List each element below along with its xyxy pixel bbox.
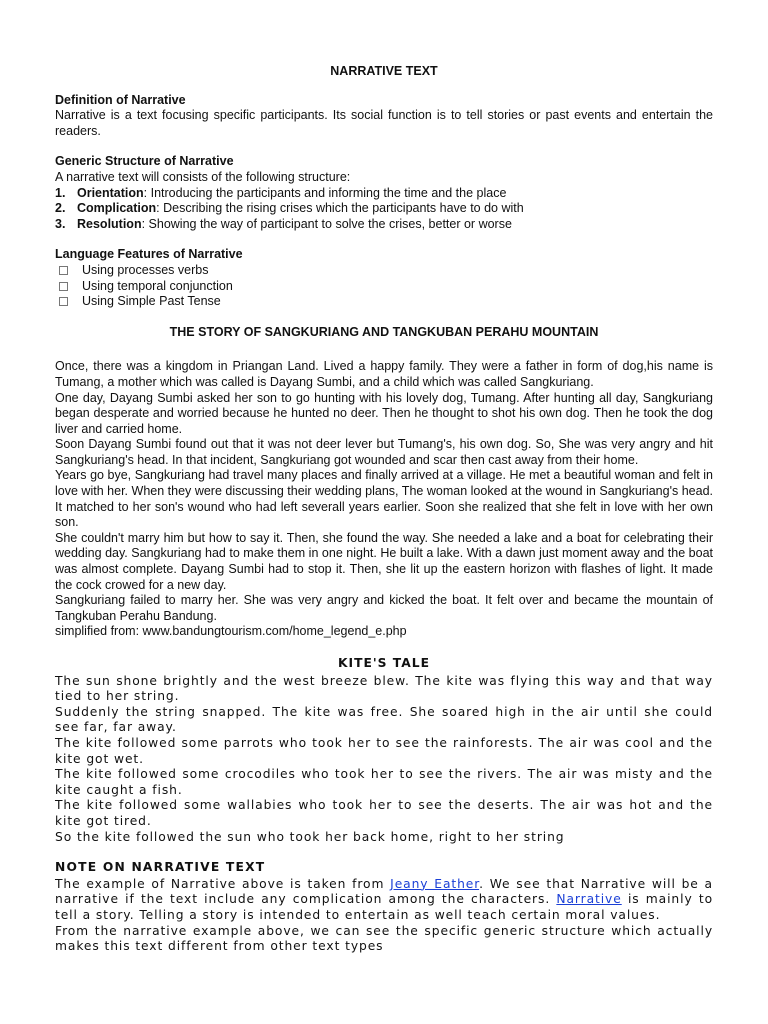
language-item-text: Using processes verbs (82, 262, 209, 277)
narrative-link[interactable]: Narrative (556, 892, 622, 907)
story-paragraph: She couldn't marry him but how to say it. Then, she found the way. She needed a lake and a boat for celebrating their wedding day. Sangkuriang had to make them in one night. He built a lake. With a dawn just moment away and the boat was almost complete. Dayang Sumbi had to stop it. Then, she lit up the eastern horizon with flashes of light. It made the cock crowed for a new day. (55, 530, 713, 592)
story-paragraph: Sangkuriang failed to marry her. She was very angry and kicked the boat. It felt over and became the mountain of Tangkuban Perahu Bandung. (55, 593, 713, 623)
item-term: Resolution (77, 216, 142, 231)
definition-text: Narrative is a text focusing specific participants. Its social function is to tell stories or past events and entertain the readers. (55, 108, 713, 138)
structure-item (55, 201, 713, 217)
document-title: NARRATIVE TEXT (330, 64, 438, 78)
square-bullet-icon (59, 266, 68, 275)
item-term: Orientation (77, 185, 144, 200)
story-paragraph: Years go bye, Sangkuriang had travel many places and finally arrived at a village. He met a beautiful woman and felt in love with her. When they were discussing their wedding plans, The woman looked at the wound in Sangkuriang's head. It matched to her son's wound who had left severall years earlier. Soon she realized that she felt in love with her own son. (55, 468, 713, 530)
kite-paragraph: The kite followed some crocodiles who took her to see the rivers. The air was misty and the kite caught a fish. (55, 767, 713, 797)
language-item (55, 279, 713, 295)
language-item-text: Using temporal conjunction (82, 278, 233, 293)
structure-section (55, 154, 713, 232)
language-item (55, 263, 713, 279)
note-text: is mainly to tell a story. Telling a story is intended to entertain as well teach certain moral values. (55, 892, 713, 922)
story-body (55, 359, 713, 640)
kite-body (55, 674, 713, 846)
story-paragraph: Once, there was a kingdom in Priangan Land. Lived a happy family. They were a father in form of dog,his name is Tumang, a mother which was called is Dayang Sumbi, and a child which was called Sangkuriang. (55, 359, 713, 389)
structure-heading: Generic Structure of Narrative (55, 154, 234, 169)
kite-paragraph: The kite followed some wallabies who took her to see the deserts. The air was hot and the kite got tired. (55, 798, 713, 828)
story-paragraph: Soon Dayang Sumbi found out that it was not deer lever but Tumang's, his own dog. So, She was very angry and hit Sangkuriang's head. In that incident, Sangkuriang got wounded and scar then cast away from their home. (55, 437, 713, 467)
language-item (55, 294, 713, 310)
story-paragraph: One day, Dayang Sumbi asked her son to go hunting with his lovely dog, Tumang. After hunting all day, Sangkuriang began desperate and worried because he hunted no deer. Then he thought to shot his own dog. Then he took the dog liver and carried home. (55, 390, 713, 436)
item-desc: : Introducing the participants and informing the time and the place (143, 185, 507, 200)
language-list (55, 263, 713, 310)
note-body (55, 877, 713, 955)
language-heading: Language Features of Narrative (55, 247, 243, 262)
item-number: 1. (55, 185, 66, 200)
note-text: . We see that Narrative will be a narrative if the text include any complication among the characters. (55, 876, 713, 907)
note-paragraph: From the narrative example above, we can see the specific generic structure which actually makes this text different from other text types (55, 923, 713, 954)
document-page (55, 64, 713, 955)
item-desc: : Showing the way of participant to solve the crises, better or worse (141, 216, 512, 231)
language-item-text: Using Simple Past Tense (82, 294, 221, 309)
kite-title: KITE'S TALE (338, 656, 430, 670)
structure-intro: A narrative text will consists of the following structure: (55, 169, 351, 184)
item-number: 2. (55, 201, 66, 216)
note-text: The example of Narrative above is taken from (55, 876, 391, 891)
kite-paragraph: So the kite followed the sun who took her back home, right to her string (55, 829, 565, 844)
definition-heading: Definition of Narrative (55, 92, 186, 107)
structure-item (55, 186, 713, 202)
note-paragraph (55, 877, 713, 924)
structure-item (55, 217, 713, 233)
item-desc: : Describing the rising crises which the participants have to do with (156, 201, 524, 216)
story-title: THE STORY OF SANGKURIANG AND TANGKUBAN PERAHU MOUNTAIN (169, 324, 599, 339)
structure-list (55, 186, 713, 233)
item-number: 3. (55, 216, 66, 231)
definition-section (55, 93, 713, 140)
jeany-eather-link[interactable]: Jeany Eather (390, 876, 480, 891)
kite-paragraph: The sun shone brightly and the west breeze blew. The kite was flying this way and that way tied to her string. (55, 673, 713, 704)
item-term: Complication (77, 201, 157, 216)
note-title: NOTE ON NARRATIVE TEXT (55, 860, 266, 875)
language-section (55, 247, 713, 309)
kite-paragraph: Suddenly the string snapped. The kite was free. She soared high in the air until she could see far, far away. (55, 704, 713, 735)
kite-paragraph: The kite followed some parrots who took her to see the rainforests. The air was cool and the kite got wet. (55, 735, 713, 766)
square-bullet-icon (59, 297, 68, 306)
story-source: simplified from: www.bandungtourism.com/home_legend_e.php (55, 624, 407, 639)
square-bullet-icon (59, 282, 68, 291)
